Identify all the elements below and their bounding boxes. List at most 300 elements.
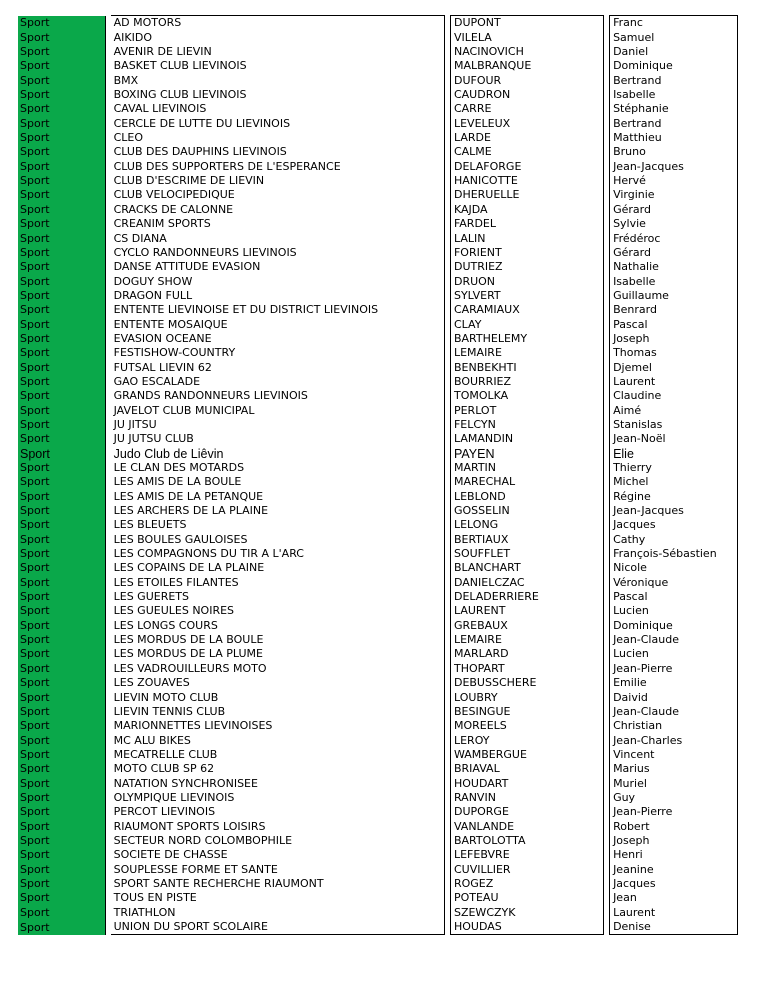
last-name-cell: MARTIN	[450, 461, 603, 475]
club-name-cell: LES ARCHERS DE LA PLAINE	[111, 504, 445, 518]
last-name-cell: MALBRANQUE	[450, 59, 603, 73]
category-cell: Sport	[18, 16, 105, 31]
table-row	[18, 116, 738, 130]
club-name-cell: CERCLE DE LUTTE DU LIEVINOIS	[111, 116, 445, 130]
first-name-cell: Jean-Pierre	[610, 805, 738, 819]
club-name-cell: BASKET CLUB LIEVINOIS	[111, 59, 445, 73]
category-cell: Sport	[18, 776, 105, 790]
table-row	[18, 274, 738, 288]
first-name-cell: Marius	[610, 762, 738, 776]
last-name-cell: PERLOT	[450, 403, 603, 417]
first-name-cell: Stanislas	[610, 418, 738, 432]
club-name-cell: CYCLO RANDONNEURS LIEVINOIS	[111, 246, 445, 260]
club-name-cell: LES COPAINS DE LA PLAINE	[111, 561, 445, 575]
club-name-cell: JU JUTSU CLUB	[111, 432, 445, 446]
category-cell: Sport	[18, 475, 105, 489]
club-name-cell: MECATRELLE CLUB	[111, 748, 445, 762]
last-name-cell: BERTIAUX	[450, 532, 603, 546]
first-name-cell: Nathalie	[610, 260, 738, 274]
first-name-cell: Elie	[610, 446, 738, 460]
table-row	[18, 403, 738, 417]
first-name-cell: Bruno	[610, 145, 738, 159]
category-cell: Sport	[18, 332, 105, 346]
first-name-cell: Pascal	[610, 590, 738, 604]
club-name-cell: SOUPLESSE FORME ET SANTE	[111, 862, 445, 876]
table-row	[18, 289, 738, 303]
category-cell: Sport	[18, 647, 105, 661]
last-name-cell: DUTRIEZ	[450, 260, 603, 274]
first-name-cell: Lucien	[610, 647, 738, 661]
club-name-cell: DOGUY SHOW	[111, 274, 445, 288]
last-name-cell: DUPONT	[450, 16, 603, 31]
last-name-cell: HOUDAS	[450, 920, 603, 935]
table-row	[18, 647, 738, 661]
table-row	[18, 475, 738, 489]
last-name-cell: KAJDA	[450, 202, 603, 216]
first-name-cell: Jean-Claude	[610, 633, 738, 647]
club-name-cell: CLUB DES DAUPHINS LIEVINOIS	[111, 145, 445, 159]
club-name-cell: LIEVIN TENNIS CLUB	[111, 705, 445, 719]
club-name-cell: LES COMPAGNONS DU TIR A L'ARC	[111, 547, 445, 561]
table-row	[18, 862, 738, 876]
first-name-cell: Franc	[610, 16, 738, 31]
first-name-cell: Muriel	[610, 776, 738, 790]
first-name-cell: Thierry	[610, 461, 738, 475]
first-name-cell: Pascal	[610, 317, 738, 331]
last-name-cell: DANIELCZAC	[450, 575, 603, 589]
table-row	[18, 676, 738, 690]
category-cell: Sport	[18, 461, 105, 475]
last-name-cell: LEROY	[450, 733, 603, 747]
category-cell: Sport	[18, 231, 105, 245]
last-name-cell: BENBEKHTI	[450, 360, 603, 374]
table-row	[18, 920, 738, 935]
last-name-cell: LARDE	[450, 131, 603, 145]
last-name-cell: BARTHELEMY	[450, 332, 603, 346]
first-name-cell: Régine	[610, 489, 738, 503]
last-name-cell: RANVIN	[450, 791, 603, 805]
table-row	[18, 590, 738, 604]
first-name-cell: Jean-Jacques	[610, 504, 738, 518]
category-cell: Sport	[18, 891, 105, 905]
club-name-cell: DANSE ATTITUDE EVASION	[111, 260, 445, 274]
category-cell: Sport	[18, 504, 105, 518]
table-row	[18, 174, 738, 188]
category-cell: Sport	[18, 532, 105, 546]
first-name-cell: Guy	[610, 791, 738, 805]
last-name-cell: CALME	[450, 145, 603, 159]
club-name-cell: Judo Club de Liêvin	[111, 446, 445, 460]
table-row	[18, 45, 738, 59]
last-name-cell: MOREELS	[450, 719, 603, 733]
table-row	[18, 260, 738, 274]
table-row	[18, 604, 738, 618]
category-cell: Sport	[18, 877, 105, 891]
category-cell: Sport	[18, 848, 105, 862]
club-name-cell: TRIATHLON	[111, 905, 445, 919]
table-row	[18, 332, 738, 346]
club-name-cell: LES AMIS DE LA BOULE	[111, 475, 445, 489]
first-name-cell: Jean-Noël	[610, 432, 738, 446]
category-cell: Sport	[18, 748, 105, 762]
first-name-cell: Véronique	[610, 575, 738, 589]
first-name-cell: Nicole	[610, 561, 738, 575]
category-cell: Sport	[18, 289, 105, 303]
last-name-cell: ROGEZ	[450, 877, 603, 891]
club-name-cell: MOTO CLUB SP 62	[111, 762, 445, 776]
last-name-cell: LAMANDIN	[450, 432, 603, 446]
last-name-cell: POTEAU	[450, 891, 603, 905]
table-row	[18, 489, 738, 503]
last-name-cell: HANICOTTE	[450, 174, 603, 188]
category-cell: Sport	[18, 159, 105, 173]
table-row	[18, 719, 738, 733]
club-name-cell: SPORT SANTE RECHERCHE RIAUMONT	[111, 877, 445, 891]
table-row	[18, 733, 738, 747]
last-name-cell: LEFEBVRE	[450, 848, 603, 862]
last-name-cell: GREBAUX	[450, 618, 603, 632]
club-table	[18, 15, 738, 935]
last-name-cell: DUFOUR	[450, 73, 603, 87]
category-cell: Sport	[18, 805, 105, 819]
last-name-cell: CLAY	[450, 317, 603, 331]
table-row	[18, 360, 738, 374]
last-name-cell: MARECHAL	[450, 475, 603, 489]
last-name-cell: CARAMIAUX	[450, 303, 603, 317]
first-name-cell: Hervé	[610, 174, 738, 188]
table-row	[18, 102, 738, 116]
club-name-cell: CLUB D'ESCRIME DE LIEVIN	[111, 174, 445, 188]
table-row	[18, 317, 738, 331]
club-table-body	[18, 16, 738, 935]
club-name-cell: DRAGON FULL	[111, 289, 445, 303]
category-cell: Sport	[18, 389, 105, 403]
category-cell: Sport	[18, 719, 105, 733]
category-cell: Sport	[18, 489, 105, 503]
club-name-cell: FUTSAL LIEVIN 62	[111, 360, 445, 374]
table-row	[18, 446, 738, 460]
last-name-cell: LEBLOND	[450, 489, 603, 503]
first-name-cell: Laurent	[610, 375, 738, 389]
last-name-cell: THOPART	[450, 661, 603, 675]
category-cell: Sport	[18, 905, 105, 919]
first-name-cell: Frédéroc	[610, 231, 738, 245]
first-name-cell: Djemel	[610, 360, 738, 374]
first-name-cell: Sylvie	[610, 217, 738, 231]
club-name-cell: CRACKS DE CALONNE	[111, 202, 445, 216]
category-cell: Sport	[18, 432, 105, 446]
first-name-cell: Bertrand	[610, 73, 738, 87]
first-name-cell: Jacques	[610, 877, 738, 891]
category-cell: Sport	[18, 633, 105, 647]
first-name-cell: Isabelle	[610, 274, 738, 288]
category-cell: Sport	[18, 217, 105, 231]
club-name-cell: PERCOT LIEVINOIS	[111, 805, 445, 819]
category-cell: Sport	[18, 246, 105, 260]
first-name-cell: Joseph	[610, 332, 738, 346]
last-name-cell: GOSSELIN	[450, 504, 603, 518]
table-row	[18, 217, 738, 231]
last-name-cell: LELONG	[450, 518, 603, 532]
club-name-cell: LES MORDUS DE LA BOULE	[111, 633, 445, 647]
table-row	[18, 905, 738, 919]
table-row	[18, 188, 738, 202]
first-name-cell: Vincent	[610, 748, 738, 762]
first-name-cell: Henri	[610, 848, 738, 862]
club-name-cell: AVENIR DE LIEVIN	[111, 45, 445, 59]
club-name-cell: LES ETOILES FILANTES	[111, 575, 445, 589]
last-name-cell: SOUFFLET	[450, 547, 603, 561]
category-cell: Sport	[18, 418, 105, 432]
club-name-cell: EVASION OCEANE	[111, 332, 445, 346]
last-name-cell: BARTOLOTTA	[450, 834, 603, 848]
club-name-cell: AD MOTORS	[111, 16, 445, 31]
table-row	[18, 346, 738, 360]
category-cell: Sport	[18, 547, 105, 561]
last-name-cell: SYLVERT	[450, 289, 603, 303]
club-name-cell: GAO ESCALADE	[111, 375, 445, 389]
table-row	[18, 661, 738, 675]
category-cell: Sport	[18, 174, 105, 188]
category-cell: Sport	[18, 45, 105, 59]
last-name-cell: LEVELEUX	[450, 116, 603, 130]
last-name-cell: BESINGUE	[450, 705, 603, 719]
club-name-cell: LES GUERETS	[111, 590, 445, 604]
last-name-cell: FELCYN	[450, 418, 603, 432]
club-name-cell: FESTISHOW-COUNTRY	[111, 346, 445, 360]
first-name-cell: Gérard	[610, 202, 738, 216]
category-cell: Sport	[18, 819, 105, 833]
first-name-cell: Gérard	[610, 246, 738, 260]
club-name-cell: LE CLAN DES MOTARDS	[111, 461, 445, 475]
last-name-cell: VANLANDE	[450, 819, 603, 833]
table-row	[18, 246, 738, 260]
first-name-cell: Denise	[610, 920, 738, 935]
club-name-cell: LES GUEULES NOIRES	[111, 604, 445, 618]
last-name-cell: LAURENT	[450, 604, 603, 618]
category-cell: Sport	[18, 590, 105, 604]
club-name-cell: LES LONGS COURS	[111, 618, 445, 632]
table-row	[18, 834, 738, 848]
category-cell: Sport	[18, 834, 105, 848]
last-name-cell: DRUON	[450, 274, 603, 288]
last-name-cell: BRIAVAL	[450, 762, 603, 776]
club-name-cell: AIKIDO	[111, 30, 445, 44]
category-cell: Sport	[18, 705, 105, 719]
category-cell: Sport	[18, 446, 105, 460]
club-name-cell: MARIONNETTES LIEVINOISES	[111, 719, 445, 733]
club-name-cell: JAVELOT CLUB MUNICIPAL	[111, 403, 445, 417]
table-row	[18, 159, 738, 173]
last-name-cell: DHERUELLE	[450, 188, 603, 202]
first-name-cell: Jeanine	[610, 862, 738, 876]
first-name-cell: Christian	[610, 719, 738, 733]
category-cell: Sport	[18, 690, 105, 704]
table-row	[18, 202, 738, 216]
first-name-cell: Dominique	[610, 59, 738, 73]
first-name-cell: Benrard	[610, 303, 738, 317]
category-cell: Sport	[18, 791, 105, 805]
first-name-cell: Stéphanie	[610, 102, 738, 116]
category-cell: Sport	[18, 733, 105, 747]
last-name-cell: LOUBRY	[450, 690, 603, 704]
club-name-cell: CAVAL LIEVINOIS	[111, 102, 445, 116]
last-name-cell: FORIENT	[450, 246, 603, 260]
category-cell: Sport	[18, 561, 105, 575]
category-cell: Sport	[18, 202, 105, 216]
table-row	[18, 504, 738, 518]
first-name-cell: Emilie	[610, 676, 738, 690]
last-name-cell: VILELA	[450, 30, 603, 44]
table-row	[18, 690, 738, 704]
category-cell: Sport	[18, 360, 105, 374]
category-cell: Sport	[18, 762, 105, 776]
club-name-cell: LES VADROUILLEURS MOTO	[111, 661, 445, 675]
table-row	[18, 877, 738, 891]
category-cell: Sport	[18, 188, 105, 202]
category-cell: Sport	[18, 260, 105, 274]
category-cell: Sport	[18, 618, 105, 632]
club-name-cell: JU JITSU	[111, 418, 445, 432]
last-name-cell: BLANCHART	[450, 561, 603, 575]
spreadsheet	[18, 15, 738, 935]
table-row	[18, 30, 738, 44]
first-name-cell: Isabelle	[610, 88, 738, 102]
table-row	[18, 131, 738, 145]
last-name-cell: DELADERRIERE	[450, 590, 603, 604]
club-name-cell: MC ALU BIKES	[111, 733, 445, 747]
category-cell: Sport	[18, 346, 105, 360]
table-row	[18, 231, 738, 245]
table-row	[18, 848, 738, 862]
first-name-cell: Samuel	[610, 30, 738, 44]
first-name-cell: Jean-Pierre	[610, 661, 738, 675]
table-row	[18, 618, 738, 632]
category-cell: Sport	[18, 30, 105, 44]
club-name-cell: SOCIETE DE CHASSE	[111, 848, 445, 862]
last-name-cell: SZEWCZYK	[450, 905, 603, 919]
club-name-cell: BOXING CLUB LIEVINOIS	[111, 88, 445, 102]
table-row	[18, 819, 738, 833]
first-name-cell: Cathy	[610, 532, 738, 546]
category-cell: Sport	[18, 88, 105, 102]
club-name-cell: RIAUMONT SPORTS LOISIRS	[111, 819, 445, 833]
club-name-cell: LES AMIS DE LA PETANQUE	[111, 489, 445, 503]
category-cell: Sport	[18, 303, 105, 317]
last-name-cell: DUPORGE	[450, 805, 603, 819]
table-row	[18, 805, 738, 819]
table-row	[18, 532, 738, 546]
table-row	[18, 59, 738, 73]
last-name-cell: FARDEL	[450, 217, 603, 231]
table-row	[18, 432, 738, 446]
category-cell: Sport	[18, 73, 105, 87]
club-name-cell: LES BOULES GAULOISES	[111, 532, 445, 546]
table-row	[18, 633, 738, 647]
table-row	[18, 891, 738, 905]
category-cell: Sport	[18, 317, 105, 331]
club-name-cell: LES MORDUS DE LA PLUME	[111, 647, 445, 661]
last-name-cell: TOMOLKA	[450, 389, 603, 403]
last-name-cell: NACINOVICH	[450, 45, 603, 59]
table-row	[18, 303, 738, 317]
category-cell: Sport	[18, 131, 105, 145]
table-row	[18, 791, 738, 805]
last-name-cell: CUVILLIER	[450, 862, 603, 876]
last-name-cell: PAYEN	[450, 446, 603, 460]
first-name-cell: Thomas	[610, 346, 738, 360]
first-name-cell: Claudine	[610, 389, 738, 403]
category-cell: Sport	[18, 116, 105, 130]
category-cell: Sport	[18, 403, 105, 417]
table-row	[18, 518, 738, 532]
first-name-cell: Guillaume	[610, 289, 738, 303]
last-name-cell: MARLARD	[450, 647, 603, 661]
table-row	[18, 561, 738, 575]
club-name-cell: UNION DU SPORT SCOLAIRE	[111, 920, 445, 935]
last-name-cell: HOUDART	[450, 776, 603, 790]
category-cell: Sport	[18, 145, 105, 159]
club-name-cell: NATATION SYNCHRONISEE	[111, 776, 445, 790]
last-name-cell: LEMAIRE	[450, 633, 603, 647]
table-row	[18, 418, 738, 432]
club-name-cell: ENTENTE MOSAIQUE	[111, 317, 445, 331]
first-name-cell: Jean-Jacques	[610, 159, 738, 173]
club-name-cell: CLEO	[111, 131, 445, 145]
last-name-cell: DELAFORGE	[450, 159, 603, 173]
last-name-cell: BOURRIEZ	[450, 375, 603, 389]
category-cell: Sport	[18, 661, 105, 675]
club-name-cell: BMX	[111, 73, 445, 87]
last-name-cell: DEBUSSCHERE	[450, 676, 603, 690]
table-row	[18, 575, 738, 589]
first-name-cell: Aimé	[610, 403, 738, 417]
category-cell: Sport	[18, 862, 105, 876]
category-cell: Sport	[18, 518, 105, 532]
first-name-cell: Michel	[610, 475, 738, 489]
last-name-cell: CAUDRON	[450, 88, 603, 102]
first-name-cell: Jean-Charles	[610, 733, 738, 747]
club-name-cell: GRANDS RANDONNEURS LIEVINOIS	[111, 389, 445, 403]
category-cell: Sport	[18, 575, 105, 589]
table-row	[18, 547, 738, 561]
first-name-cell: Robert	[610, 819, 738, 833]
first-name-cell: Matthieu	[610, 131, 738, 145]
category-cell: Sport	[18, 604, 105, 618]
table-row	[18, 389, 738, 403]
first-name-cell: Jean	[610, 891, 738, 905]
last-name-cell: LALIN	[450, 231, 603, 245]
first-name-cell: Joseph	[610, 834, 738, 848]
club-name-cell: LES BLEUETS	[111, 518, 445, 532]
club-name-cell: OLYMPIQUE LIEVINOIS	[111, 791, 445, 805]
table-row	[18, 145, 738, 159]
table-row	[18, 88, 738, 102]
club-name-cell: LES ZOUAVES	[111, 676, 445, 690]
club-name-cell: CS DIANA	[111, 231, 445, 245]
category-cell: Sport	[18, 102, 105, 116]
table-row	[18, 375, 738, 389]
first-name-cell: Daivid	[610, 690, 738, 704]
first-name-cell: Laurent	[610, 905, 738, 919]
first-name-cell: Virginie	[610, 188, 738, 202]
last-name-cell: WAMBERGUE	[450, 748, 603, 762]
first-name-cell: Jean-Claude	[610, 705, 738, 719]
last-name-cell: CARRE	[450, 102, 603, 116]
first-name-cell: François-Sébastien	[610, 547, 738, 561]
first-name-cell: Dominique	[610, 618, 738, 632]
club-name-cell: SECTEUR NORD COLOMBOPHILE	[111, 834, 445, 848]
